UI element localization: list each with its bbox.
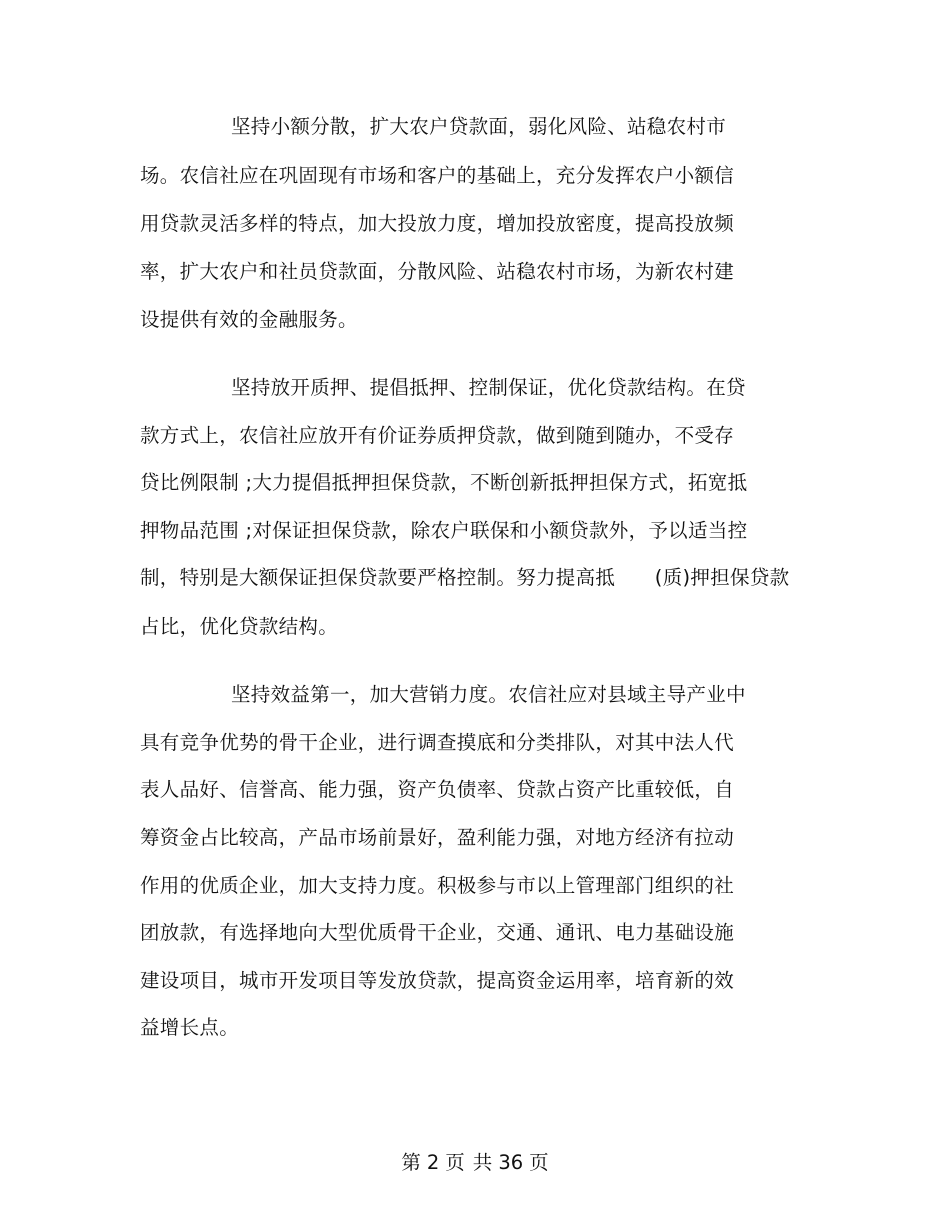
- paragraph-3-line-8: 益增长点。: [140, 1016, 240, 1039]
- paragraph-1-line-2: 场。农信社应在巩固现有市场和客户的基础上，充分发挥农户小额信: [140, 164, 735, 187]
- page-footer: [0, 1148, 950, 1178]
- paragraph-3-line-5: 作用的优质企业，加大支持力度。积极参与市以上管理部门组织的社: [140, 874, 735, 897]
- paragraph-2-line-3: 贷比例限制 ;大力提倡抵押担保贷款，不断创新抵押担保方式，拓宽抵: [140, 471, 748, 494]
- paragraph-2-line-2: 款方式上，农信社应放开有价证券质押贷款，做到随到随办，不受存: [140, 424, 735, 447]
- paragraph-3-line-7: 建设项目，城市开发项目等发放贷款，提高资金运用率，培育新的效: [140, 969, 735, 992]
- paragraph-3-line-3: 表人品好、信誉高、能力强，资产负债率、贷款占资产比重较低，自: [140, 778, 735, 801]
- footer-prefix: 第: [401, 1151, 421, 1174]
- footer-page-number: 2: [426, 1151, 440, 1174]
- paragraph-2-line-5: 制，特别是大额保证担保贷款要严格控制。努力提高抵 (质)押担保贷款: [140, 566, 790, 589]
- paragraph-3-line-4: 筹资金占比较高，产品市场前景好，盈利能力强，对地方经济有拉动: [140, 826, 735, 849]
- footer-page-word: 页: [445, 1151, 465, 1174]
- paragraph-1-line-4: 率，扩大农户和社员贷款面，分散风险、站稳农村市场，为新农村建: [140, 260, 735, 283]
- paragraph-2-line-6: 占比，优化贷款结构。: [140, 615, 339, 638]
- paragraph-1-line-5: 设提供有效的金融服务。: [140, 308, 358, 331]
- footer-total-prefix: 共: [472, 1151, 493, 1174]
- paragraph-3-line-1: 坚持效益第一，加大营销力度。农信社应对县域主导产业中: [231, 683, 746, 706]
- paragraph-3-line-2: 具有竞争优势的骨干企业，进行调查摸底和分类排队，对其中法人代: [140, 731, 735, 754]
- footer-total-pages: 36: [498, 1151, 524, 1174]
- paragraph-1-line-3: 用贷款灵活多样的特点，加大投放力度，增加投放密度，提高投放频: [140, 212, 735, 235]
- footer-suffix: 页: [529, 1151, 549, 1174]
- paragraph-1-line-1: 坚持小额分散，扩大农户贷款面，弱化风险、站稳农村市: [231, 115, 727, 138]
- paragraph-2-line-4: 押物品范围 ;对保证担保贷款，除农户联保和小额贷款外，予以适当控: [140, 519, 748, 542]
- paragraph-2-line-1: 坚持放开质押、提倡抵押、控制保证，优化贷款结构。在贷: [231, 376, 746, 399]
- paragraph-3-line-6: 团放款，有选择地向大型优质骨干企业，交通、通讯、电力基础设施: [140, 921, 735, 944]
